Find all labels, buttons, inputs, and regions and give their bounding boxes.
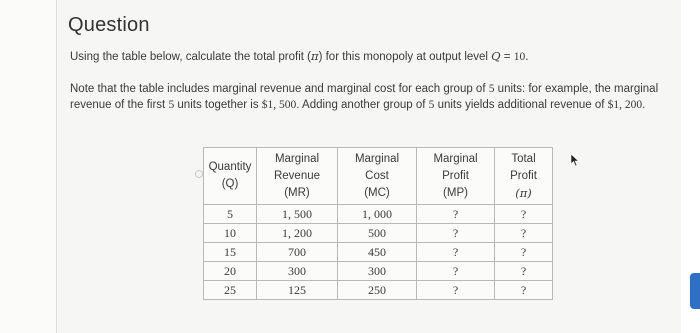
instruction-text-2: ) for this monopoly at output level bbox=[318, 51, 492, 63]
note-text-2: units: for example, the marginal revenue of the first bbox=[70, 83, 659, 111]
note-amount: $1, 200 bbox=[607, 99, 643, 111]
cell-marginal-profit: ? bbox=[417, 224, 495, 243]
header-line: Marginal bbox=[274, 152, 320, 165]
scroll-tab[interactable] bbox=[690, 273, 700, 309]
table-row bbox=[204, 205, 553, 224]
cell-marginal-revenue: 125 bbox=[257, 281, 338, 300]
header-line: Marginal bbox=[354, 152, 400, 165]
question-instruction bbox=[70, 49, 528, 63]
header-marginal-cost bbox=[338, 148, 417, 205]
note-number: 5 bbox=[428, 99, 435, 111]
cell-marginal-profit: ? bbox=[417, 205, 495, 224]
cell-total-profit: ? bbox=[495, 205, 553, 224]
note-text-6: . bbox=[642, 99, 646, 111]
equals-sign: = bbox=[500, 51, 514, 63]
cell-marginal-cost: 1, 000 bbox=[338, 205, 417, 224]
cell-marginal-profit: ? bbox=[417, 281, 495, 300]
cell-marginal-profit: ? bbox=[417, 262, 495, 281]
header-line: (MP) bbox=[443, 186, 468, 199]
selection-dot bbox=[195, 170, 203, 178]
cell-quantity: 15 bbox=[204, 243, 257, 262]
header-marginal-profit bbox=[417, 148, 495, 205]
profit-table bbox=[203, 147, 553, 300]
pi-symbol: π bbox=[311, 49, 319, 63]
cell-marginal-profit: ? bbox=[417, 243, 495, 262]
question-note bbox=[70, 81, 670, 113]
header-line: Quantity bbox=[208, 161, 252, 173]
instruction-period: . bbox=[525, 51, 529, 63]
cell-total-profit: ? bbox=[495, 262, 553, 281]
header-line: Profit bbox=[442, 169, 469, 182]
header-line: Revenue bbox=[273, 169, 321, 182]
q-variable: Q bbox=[491, 49, 501, 63]
table-row bbox=[204, 281, 553, 300]
left-gutter bbox=[0, 0, 56, 333]
cell-marginal-cost: 250 bbox=[338, 281, 417, 300]
cell-marginal-revenue: 1, 500 bbox=[257, 205, 338, 224]
header-line: (MR) bbox=[284, 186, 310, 199]
note-text-4: . Adding another group of bbox=[296, 99, 429, 111]
cell-marginal-cost: 500 bbox=[338, 224, 417, 243]
q-value: 10 bbox=[513, 51, 526, 63]
note-text-3: units together is bbox=[174, 99, 262, 111]
cell-quantity: 10 bbox=[204, 224, 257, 243]
cell-total-profit: ? bbox=[495, 243, 553, 262]
header-total-profit bbox=[495, 148, 553, 205]
header-line: (Q) bbox=[221, 178, 239, 190]
table-row bbox=[204, 224, 553, 243]
cell-marginal-cost: 300 bbox=[338, 262, 417, 281]
cell-marginal-revenue: 300 bbox=[257, 262, 338, 281]
note-amount: $1, 500 bbox=[261, 99, 297, 111]
cell-marginal-revenue: 700 bbox=[257, 243, 338, 262]
header-line: (MC) bbox=[364, 186, 390, 199]
cell-quantity: 5 bbox=[204, 205, 257, 224]
table-header-row bbox=[204, 148, 553, 205]
table-row bbox=[204, 262, 553, 281]
cell-quantity: 25 bbox=[204, 281, 257, 300]
header-line: Cost bbox=[365, 169, 389, 182]
header-line: Profit bbox=[510, 169, 537, 182]
note-number: 5 bbox=[488, 83, 495, 95]
mouse-pointer-icon bbox=[570, 153, 580, 167]
header-line: Total bbox=[511, 152, 536, 165]
note-text-1: Note that the table includes marginal revenue and marginal cost for each group of bbox=[70, 83, 489, 95]
cell-marginal-cost: 450 bbox=[338, 243, 417, 262]
header-quantity bbox=[204, 148, 257, 205]
instruction-text-1: Using the table below, calculate the total profit ( bbox=[70, 51, 312, 63]
header-marginal-revenue bbox=[257, 148, 338, 205]
header-line: (π) bbox=[515, 185, 532, 200]
cell-total-profit: ? bbox=[495, 224, 553, 243]
cell-total-profit: ? bbox=[495, 281, 553, 300]
cell-marginal-revenue: 1, 200 bbox=[257, 224, 338, 243]
note-text-5: units yields additional revenue of bbox=[434, 99, 608, 111]
question-title: Question bbox=[68, 14, 150, 36]
cell-quantity: 20 bbox=[204, 262, 257, 281]
header-line: Marginal bbox=[433, 152, 478, 165]
table-row bbox=[204, 243, 553, 262]
note-number: 5 bbox=[168, 99, 175, 111]
